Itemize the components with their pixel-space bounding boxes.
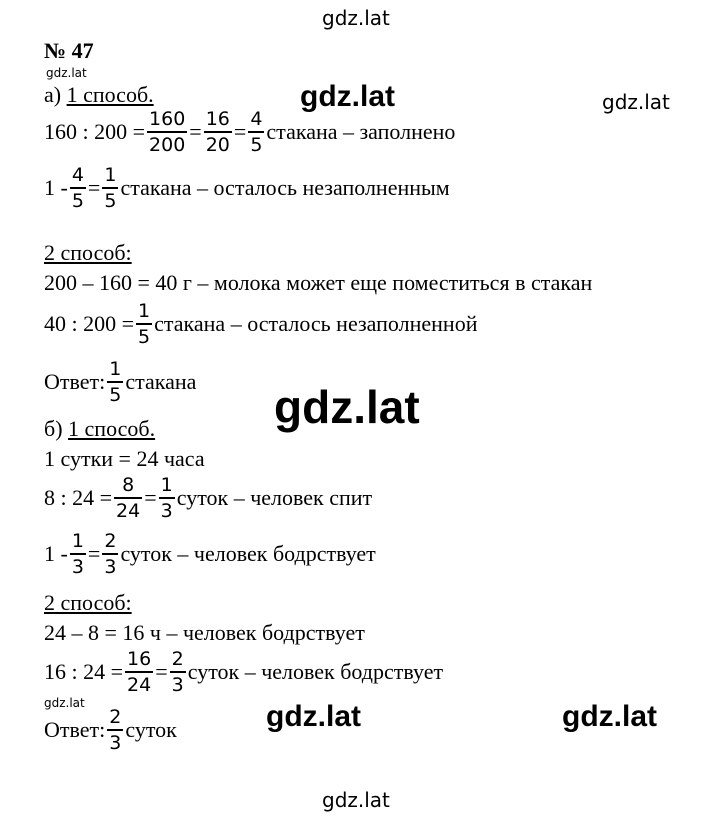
- part-a-line2: [44, 164, 450, 212]
- line-text: стакана – заполнено: [266, 119, 456, 144]
- part-b-line5: [44, 648, 443, 696]
- fraction: [248, 108, 264, 156]
- equals-sign: =: [87, 175, 101, 200]
- line-text: суток – человек бодрствует: [120, 541, 376, 566]
- part-a-label: а): [44, 82, 62, 107]
- line-text: суток – человек спит: [176, 485, 373, 510]
- fraction: [204, 108, 232, 156]
- numerator: 8: [122, 474, 135, 496]
- fraction: [136, 300, 152, 348]
- line-text: стакана – осталось незаполненным: [120, 175, 450, 200]
- answer-label: Ответ:: [44, 369, 106, 394]
- part-a-answer: [44, 358, 196, 406]
- watermark-center-big: gdz.lat: [274, 381, 420, 433]
- denominator: 3: [71, 556, 84, 578]
- watermark-under-number: gdz.lat: [46, 66, 87, 80]
- fraction: [159, 474, 175, 522]
- fraction: [107, 706, 123, 754]
- part-b-label: б): [44, 416, 63, 441]
- fraction: [70, 164, 86, 212]
- equals-sign: =: [189, 119, 202, 144]
- equals-sign: =: [155, 659, 168, 684]
- denominator: 3: [109, 732, 122, 754]
- watermark-bold-lower-right: gdz.lat: [562, 700, 657, 733]
- denominator: 3: [104, 556, 117, 578]
- watermark-tiny-lower: gdz.lat: [44, 696, 85, 710]
- denominator: 24: [127, 674, 152, 696]
- numerator: 1: [109, 358, 122, 380]
- part-b-line3: [44, 530, 376, 578]
- equals-sign: =: [87, 541, 101, 566]
- part-a-line3: 200 – 160 = 40 г – молока может еще поместиться в стакан: [44, 270, 593, 295]
- expression-lhs: 16 : 24 =: [44, 659, 124, 684]
- part-a-method2-heading: 2 способ:: [44, 240, 132, 265]
- numerator: 2: [171, 648, 184, 670]
- denominator: 5: [109, 384, 122, 406]
- method1-label: 1 способ.: [68, 416, 156, 441]
- fraction: [102, 164, 118, 212]
- fraction: [70, 530, 86, 578]
- part-b-method1-heading: [44, 416, 155, 442]
- watermark-top: gdz.lat: [322, 6, 390, 30]
- watermark-bold-upper: gdz.lat: [300, 80, 395, 113]
- line-text: стакана – осталось незаполненной: [154, 311, 478, 336]
- part-b-line4: 24 – 8 = 16 ч – человек бодрствует: [44, 620, 365, 645]
- expression-lhs: 1 -: [44, 541, 68, 566]
- part-a-line4: [44, 300, 477, 348]
- numerator: 160: [149, 108, 186, 130]
- fraction: [114, 474, 142, 522]
- numerator: 4: [250, 108, 263, 130]
- expression-lhs: 8 : 24 =: [44, 485, 113, 510]
- numerator: 2: [104, 530, 117, 552]
- denominator: 20: [205, 134, 230, 156]
- numerator: 4: [71, 164, 84, 186]
- fraction: [125, 648, 153, 696]
- denominator: 5: [250, 134, 263, 156]
- problem-number: № 47: [44, 38, 94, 63]
- watermark-bottom: gdz.lat: [322, 788, 390, 812]
- expression-lhs: 1 -: [44, 175, 68, 200]
- part-b-line1: 1 сутки = 24 часа: [44, 446, 205, 471]
- denominator: 3: [171, 674, 184, 696]
- expression-lhs: 160 : 200 =: [44, 119, 146, 144]
- numerator: 1: [160, 474, 173, 496]
- denominator: 200: [149, 134, 186, 156]
- denominator: 5: [71, 190, 84, 212]
- numerator: 16: [205, 108, 230, 130]
- answer-text: суток: [125, 717, 177, 742]
- equals-sign: =: [233, 119, 247, 144]
- part-a-method1-heading: [44, 82, 154, 108]
- part-a-line1: [44, 108, 455, 156]
- answer-label: Ответ:: [44, 717, 106, 742]
- numerator: 16: [127, 648, 152, 670]
- line-text: суток – человек бодрствует: [187, 659, 444, 684]
- part-b-answer: [44, 706, 177, 754]
- denominator: 3: [160, 500, 173, 522]
- denominator: 24: [116, 500, 141, 522]
- part-b-method2-heading: 2 способ:: [44, 590, 132, 615]
- numerator: 1: [104, 164, 117, 186]
- method1-label: 1 способ.: [66, 82, 154, 107]
- denominator: 5: [138, 326, 151, 348]
- fraction: [147, 108, 187, 156]
- numerator: 1: [138, 300, 151, 322]
- denominator: 5: [104, 190, 117, 212]
- expression-lhs: 40 : 200 =: [44, 311, 135, 336]
- equals-sign: =: [144, 485, 157, 510]
- numerator: 2: [109, 706, 122, 728]
- watermark-right-upper: gdz.lat: [602, 90, 670, 114]
- numerator: 1: [71, 530, 84, 552]
- answer-text: стакана: [125, 369, 197, 394]
- fraction: [170, 648, 186, 696]
- fraction: [107, 358, 123, 406]
- fraction: [102, 530, 118, 578]
- part-b-line2: [44, 474, 372, 522]
- watermark-bold-lower-left: gdz.lat: [266, 700, 361, 733]
